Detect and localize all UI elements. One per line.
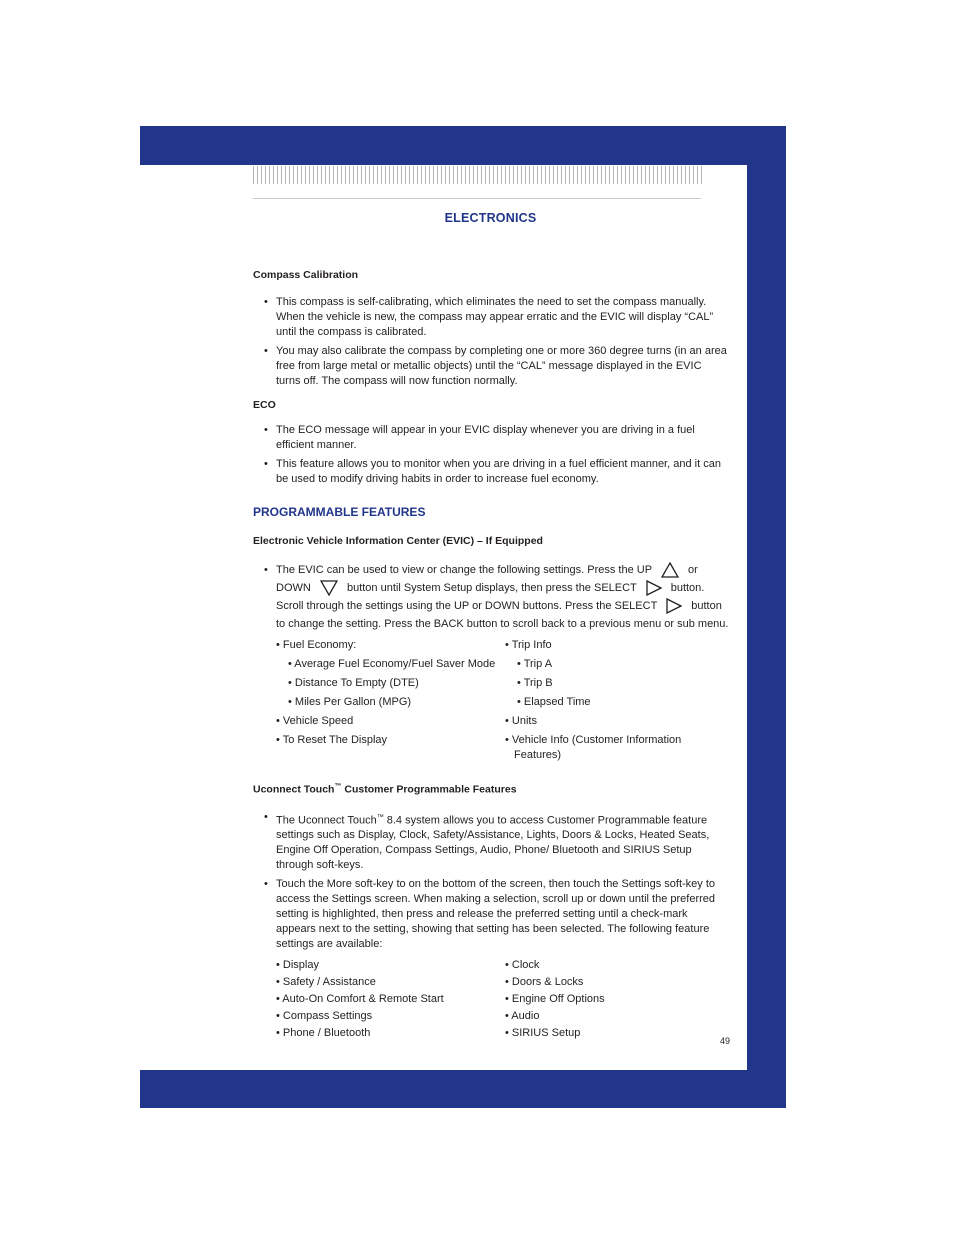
list-item: • Trip A xyxy=(517,658,553,670)
evic-text-4: button until System Setup displays, then press the SELECT xyxy=(346,582,637,594)
page-title: ELECTRONICS xyxy=(444,211,537,225)
trademark-mark: ™ xyxy=(334,783,342,790)
eco-heading: ECO xyxy=(253,399,276,411)
trip-info-sublist xyxy=(505,657,729,710)
evic-settings-right xyxy=(505,638,729,767)
uconnect-heading-text: Uconnect Touch xyxy=(253,783,335,796)
header-rule xyxy=(253,198,701,199)
list-item: • Compass Settings xyxy=(276,1010,373,1023)
uconnect-bullet-2: • Touch the More soft-key to on the bottom of the screen, then touch the Settings soft-key to access the Settings screen. When making a selection, scroll up or down until the preferred setting is highlighted, then press and release the preferred setting until a check-mark appears next to the setting, showing that setting has been selected. The following feature settings are available: xyxy=(253,877,729,952)
uconnect-features-list xyxy=(253,958,729,1043)
evic-text-5: button. Scroll through the settings using the UP or DOWN buttons. Press the SELECT xyxy=(276,582,705,612)
up-arrow-icon xyxy=(661,562,679,578)
evic-text-3: DOWN xyxy=(276,582,311,594)
evic-text-2: or xyxy=(687,564,698,576)
list-item: • Elapsed Time xyxy=(517,696,591,708)
compass-bullet-2: • You may also calibrate the compass by completing one or more 360 degree turns (in an area free from large metal or metallic objects) until the “CAL” message displayed in the EVIC turns off. The compass will now function normally. xyxy=(253,344,729,389)
list-item: • Display xyxy=(276,959,319,972)
programmable-features-heading: PROGRAMMABLE FEATURES xyxy=(253,505,426,519)
evic-text-1: The EVIC can be used to view or change the following settings. Press the UP xyxy=(276,564,652,576)
fuel-economy-sublist xyxy=(276,657,505,710)
list-item: • Doors & Locks xyxy=(505,976,584,989)
list-item: • Trip B xyxy=(517,677,553,689)
compass-heading: Compass Calibration xyxy=(253,269,359,281)
list-item: • Vehicle Speed xyxy=(276,715,354,727)
list-item: • Engine Off Options xyxy=(505,993,605,1006)
uconnect-features-left xyxy=(276,958,505,1043)
list-item: • Miles Per Gallon (MPG) xyxy=(288,696,412,708)
list-item: • Audio xyxy=(505,1010,540,1023)
list-item: • To Reset The Display xyxy=(276,734,388,746)
uconnect-bullet-1 xyxy=(253,810,729,874)
evic-heading: Electronic Vehicle Information Center (EVIC) – If Equipped xyxy=(253,535,543,547)
select-arrow-icon xyxy=(666,598,682,614)
main-content xyxy=(253,268,729,1043)
uconnect-bullet-1-text-2: 8.4 system allows you to access Customer Programmable feature settings such as Display, Clock, Safety/Assistance, Lights, Doors & Locks, Heated Seats, Engine Off Operation, Compass Settings, Audio, Phone/ Bluetooth and SIRIUS Setup through soft-keys. xyxy=(276,814,710,872)
list-item: • Average Fuel Economy/Fuel Saver Mode xyxy=(288,658,496,670)
eco-bullet-2: • This feature allows you to monitor when you are driving in a fuel efficient manner, and it can be used to modify driving habits in order to increase fuel economy. xyxy=(253,457,729,487)
list-item: • Trip Info xyxy=(505,639,552,651)
uconnect-features-right xyxy=(505,958,729,1043)
evic-settings-left xyxy=(276,638,505,767)
list-item: • Clock xyxy=(505,959,540,972)
uconnect-bullet-1-text: The Uconnect Touch xyxy=(276,814,377,827)
list-item: • Distance To Empty (DTE) xyxy=(288,677,419,689)
evic-bullet xyxy=(253,561,729,633)
uconnect-heading-text-2: Customer Programmable Features xyxy=(341,783,517,796)
list-item: • Units xyxy=(505,715,537,727)
down-arrow-icon xyxy=(320,580,338,596)
select-arrow-icon xyxy=(646,580,662,596)
list-item-continued: Features) xyxy=(514,749,562,761)
decorative-tick-strip xyxy=(253,166,703,184)
list-item: • Auto-On Comfort & Remote Start xyxy=(276,993,444,1006)
list-item: • SIRIUS Setup xyxy=(505,1027,581,1040)
evic-settings-list xyxy=(253,638,729,767)
evic-text-6: button to change the setting. Press the BACK button to scroll back to a previous menu or sub menu. xyxy=(276,600,729,630)
compass-bullet-1: • This compass is self-calibrating, which eliminates the need to set the compass manually. When the vehicle is new, the compass may appear erratic and the EVIC will display “CAL” until the compass is calibrated. xyxy=(253,295,729,340)
list-item: • Vehicle Info (Customer Information xyxy=(505,734,682,746)
page-number: 49 xyxy=(719,1036,730,1046)
trademark-mark: ™ xyxy=(376,813,384,821)
uconnect-heading xyxy=(253,779,729,798)
list-item: • Phone / Bluetooth xyxy=(276,1027,371,1040)
eco-bullet-1: • The ECO message will appear in your EVIC display whenever you are driving in a fuel efficient manner. xyxy=(253,423,729,453)
list-item: • Safety / Assistance xyxy=(276,976,376,989)
list-item: • Fuel Economy: xyxy=(276,639,357,651)
